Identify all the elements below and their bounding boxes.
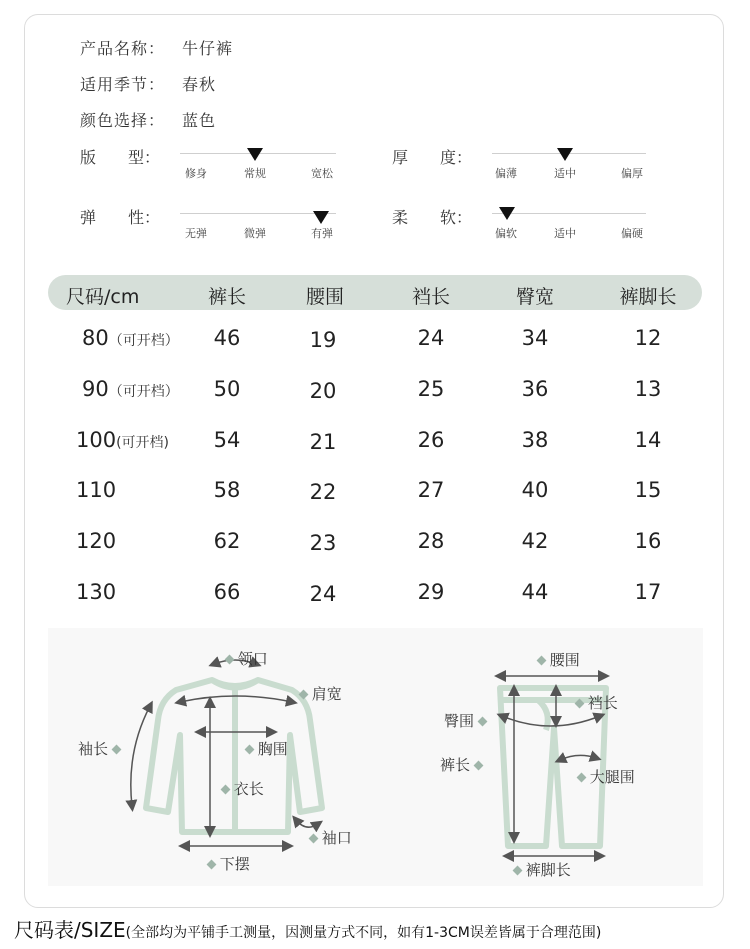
diamond-icon — [537, 656, 547, 666]
diamond-icon — [245, 745, 255, 755]
diamond-icon — [575, 699, 585, 709]
header-leg-opening: 裤脚长 — [619, 286, 677, 308]
diamond-icon — [309, 834, 319, 844]
table-cell: 27 — [417, 478, 445, 502]
table-cell: 29 — [417, 580, 445, 604]
thickness-tick: 适中 — [554, 167, 576, 180]
elasticity-tick: 无弹 — [185, 227, 207, 240]
product-name-value: 牛仔裤 — [182, 39, 234, 58]
header-pant-length: 裤长 — [207, 286, 246, 308]
diamond-icon — [299, 690, 309, 700]
rise-label: 裆长 — [576, 692, 618, 713]
table-cell: 14 — [634, 428, 662, 452]
header-waist: 腰围 — [305, 286, 344, 308]
fit-tick: 宽松 — [311, 167, 333, 180]
thickness-tick: 偏厚 — [621, 167, 643, 180]
softness-tick: 适中 — [554, 227, 576, 240]
thickness-tick: 偏薄 — [495, 167, 517, 180]
sleeve-label: 袖长 — [78, 738, 120, 759]
table-cell: 66 — [213, 580, 241, 604]
top-garment-icon — [146, 680, 322, 832]
shoulder-label: 肩宽 — [300, 683, 342, 704]
table-cell: 15 — [634, 478, 662, 502]
chest-label: 胸围 — [246, 738, 288, 759]
table-cell: 38 — [521, 428, 549, 452]
table-cell: 13 — [634, 377, 662, 401]
table-cell: 62 — [213, 529, 241, 553]
size-value: 100 — [76, 428, 117, 452]
table-cell: 34 — [521, 326, 549, 350]
size-value: 130 — [76, 580, 117, 604]
table-cell: 28 — [417, 529, 445, 553]
diamond-icon — [477, 717, 487, 727]
softness-tick: 偏硬 — [621, 227, 643, 240]
table-cell: 19 — [309, 328, 337, 352]
table-cell: 40 — [521, 478, 549, 502]
fit-tick: 修身 — [185, 167, 207, 180]
elasticity-label: 弹 性： — [80, 208, 161, 227]
size-note: （可开档） — [108, 384, 179, 400]
hem-label: 下摆 — [208, 853, 250, 874]
collar-label: 领口 — [226, 648, 268, 669]
footer-title: 尺码表/SIZE — [14, 918, 126, 942]
footer-note: (全部均为平铺手工测量，因测量方式不同，如有1-3CM误差皆属于合理范围) — [125, 925, 602, 941]
table-cell: 24 — [417, 326, 445, 350]
table-cell: 54 — [213, 428, 241, 452]
diamond-icon — [207, 860, 217, 870]
product-name-label: 产品名称： — [80, 39, 166, 58]
hip-label: 臀围 — [444, 710, 486, 731]
size-value: 110 — [76, 478, 117, 502]
size-chart-footer — [14, 914, 601, 943]
table-cell: 17 — [634, 580, 662, 604]
diamond-icon — [111, 745, 121, 755]
header-size: 尺码/cm — [66, 286, 140, 308]
color-value: 蓝色 — [182, 111, 217, 130]
diamond-icon — [577, 773, 587, 783]
table-cell: 24 — [309, 582, 337, 606]
size-note: （可开档） — [108, 333, 179, 349]
length-label: 衣长 — [222, 778, 264, 799]
table-cell: 22 — [309, 480, 337, 504]
size-value: 80 — [82, 326, 109, 350]
table-cell: 21 — [309, 430, 337, 454]
header-hip: 臀宽 — [515, 286, 554, 308]
table-cell: 16 — [634, 529, 662, 553]
table-cell: 25 — [417, 377, 445, 401]
table-cell: 50 — [213, 377, 241, 401]
table-cell: 58 — [213, 478, 241, 502]
diamond-icon — [221, 785, 231, 795]
softness-label: 柔 软： — [392, 208, 473, 227]
diamond-icon — [513, 866, 523, 876]
fit-label: 版 型： — [80, 148, 161, 167]
softness-tick: 偏软 — [495, 227, 517, 240]
elasticity-tick: 有弹 — [311, 227, 333, 240]
cuff-label: 袖口 — [310, 827, 352, 848]
elasticity-tick: 微弹 — [244, 227, 266, 240]
table-cell: 36 — [521, 377, 549, 401]
thickness-label: 厚 度： — [392, 148, 473, 167]
table-cell: 26 — [417, 428, 445, 452]
table-cell: 44 — [521, 580, 549, 604]
leg-opening-label: 裤脚长 — [514, 859, 571, 880]
thigh-label: 大腿围 — [578, 766, 635, 787]
waist-label: 腰围 — [538, 649, 580, 670]
size-value: 120 — [76, 529, 117, 553]
pant-length-label: 裤长 — [440, 754, 482, 775]
table-cell: 42 — [521, 529, 549, 553]
table-cell: 46 — [213, 326, 241, 350]
color-label: 颜色选择： — [80, 111, 166, 130]
table-cell: 20 — [309, 379, 337, 403]
table-cell: 12 — [634, 326, 662, 350]
size-note: (可开档) — [116, 435, 170, 451]
header-rise: 裆长 — [411, 286, 450, 308]
diamond-icon — [473, 761, 483, 771]
season-value: 春秋 — [182, 75, 217, 94]
size-value: 90 — [82, 377, 109, 401]
table-cell: 23 — [309, 531, 337, 555]
season-label: 适用季节： — [80, 75, 166, 94]
fit-tick: 常规 — [244, 167, 266, 180]
diamond-icon — [225, 655, 235, 665]
